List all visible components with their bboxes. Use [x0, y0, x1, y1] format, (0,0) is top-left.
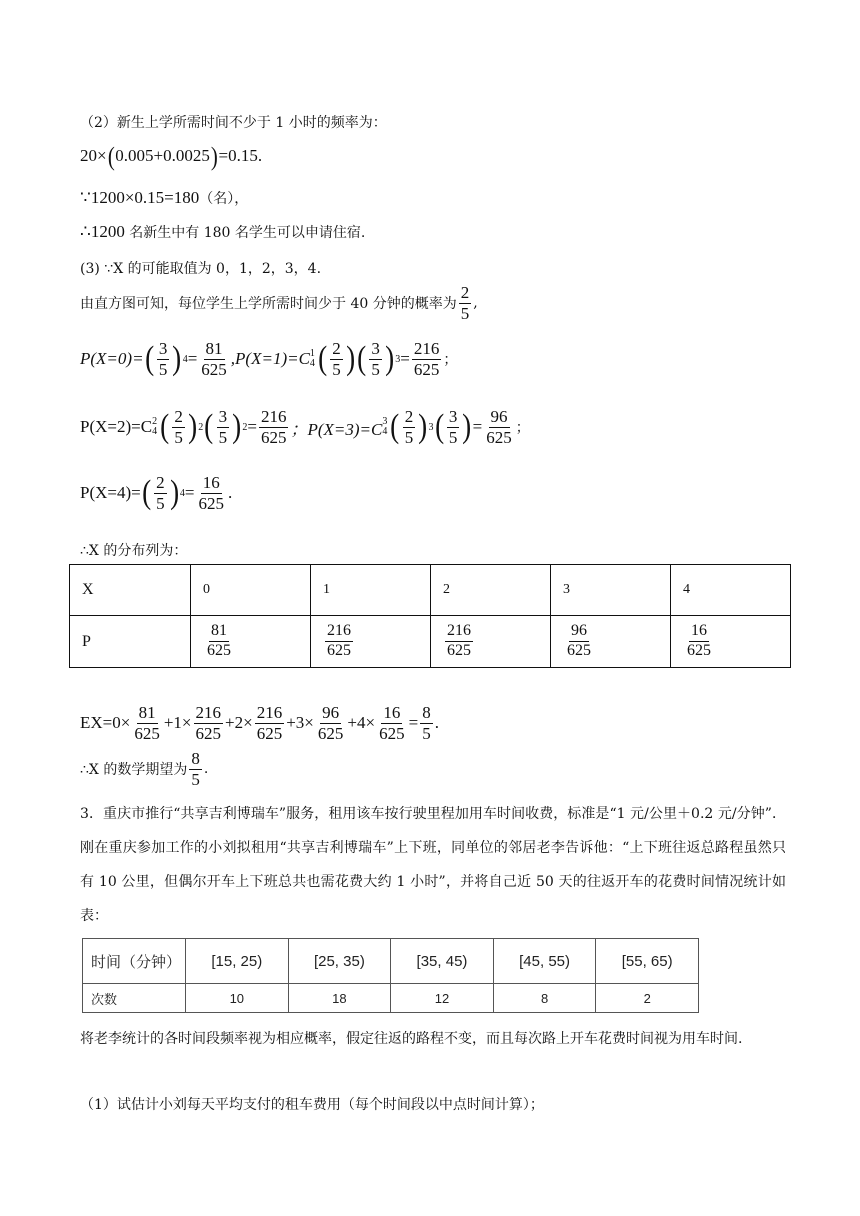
table-cell: 10 [186, 984, 289, 1013]
table-cell: $\frac{16}{625}$ [671, 616, 791, 668]
therefore-text: 名新生中有 180 名学生可以申请住宿. [124, 225, 366, 241]
table-cell: 3 [551, 565, 671, 616]
table-cell: $\frac{81}{625}$ [191, 616, 311, 668]
since-line [80, 188, 248, 208]
line2-text: 由直方图可知，每位学生上学所需时间少于 40 分钟的概率为 [80, 296, 457, 313]
table-cell: 18 [288, 984, 391, 1013]
table-cell: [15, 25) [186, 939, 289, 984]
expectation-conclusion: ∴X 的数学期望为 $\frac{8}{5}$ . [80, 749, 209, 789]
px0-lhs: P(X=0)= [80, 349, 144, 369]
px3-lhs: ；P(X=3)=C [290, 419, 383, 439]
distribution-table [69, 564, 791, 668]
table-cell: 2 [596, 984, 699, 1013]
table-cell: X [70, 565, 191, 616]
calc-inner: 0.005+0.0025 [115, 145, 210, 165]
px3-result: $\frac{96}{625}$ [486, 407, 512, 447]
table-cell: 时间（分钟） [83, 939, 186, 984]
expectation-line: EX=0× $\frac{81}{625}$ +1× $\frac{216}{625}$ +2× $\frac{216}{625}$ +3× $\frac{96}{625}$ +4× $\frac{16}{625}$ = $\frac{8}{5}$ . [80, 703, 439, 743]
part3-line1: (3) ∵X 的可能取值为 0，1，2，3，4. [80, 261, 322, 277]
calc-rhs: =0.15 [218, 145, 258, 165]
px4-lhs: P(X=4)= [80, 483, 141, 503]
part2-calculation: 20×(0.005+0.0025)=0.15. [80, 142, 263, 171]
calc-lhs: 20× [80, 145, 107, 165]
table-cell: $\frac{216}{625}$ [431, 616, 551, 668]
table-cell: 0 [191, 565, 311, 616]
table-cell: 2 [431, 565, 551, 616]
px1-result: $\frac{216}{625}$ [413, 339, 440, 379]
px0-result: $\frac{81}{625}$ [201, 339, 227, 379]
since-unit: （名）， [199, 191, 249, 207]
table-cell: [45, 55) [493, 939, 596, 984]
table-cell: [35, 45) [391, 939, 494, 984]
question3-sub1: （1）试估计小刘每天平均支付的租车费用（每个时间段以中点时间计算）； [80, 1097, 544, 1113]
distribution-intro: ∴X 的分布列为： [80, 543, 188, 559]
px2-lhs: P(X=2)=C [80, 417, 153, 437]
px4-line: P(X=4)= ( $\frac{2}{5}$ ) 4 = $\frac{16}{625}$ . [80, 473, 233, 513]
part3-line2: 由直方图可知，每位学生上学所需时间少于 40 分钟的概率为 $\frac{2}{5}$ , [80, 283, 478, 323]
table-row [70, 565, 791, 616]
px2-result: $\frac{216}{625}$ [260, 407, 287, 447]
commute-time-table [82, 938, 699, 1013]
table-cell: $\frac{96}{625}$ [551, 616, 671, 668]
px2-px3-line: P(X=2)=C 2 4 ( $\frac{2}{5}$ ) 2 ( $\frac{3}{5}$ ) 2 = $\frac{216}{625}$ ；P(X=3)=C 3 4 ( $\frac{2}{5}$ ) 3 ( $\frac{3}{5}$ ) = $\frac{96}{625}$ ； [80, 407, 530, 447]
px4-result: $\frac{16}{625}$ [198, 473, 224, 513]
table-cell: $\frac{216}{625}$ [311, 616, 431, 668]
table-cell: 次数 [83, 984, 186, 1013]
table-row [83, 984, 699, 1013]
part2-heading: （2）新生上学所需时间不少于 1 小时的频率为： [80, 115, 387, 131]
therefore-math: ∴1200 [80, 222, 125, 241]
table-cell: P [70, 616, 191, 668]
table-cell: 8 [493, 984, 596, 1013]
table-row [70, 616, 791, 668]
since-math: ∵1200×0.15=180 [80, 188, 200, 207]
question3-paragraph: 3．重庆市推行“共享吉利博瑞车”服务，租用该车按行驶里程加用车时间收费，标准是“1 元/公里＋0.2 元/分钟”．刚在重庆参加工作的小刘拟租用“共享吉利博瑞车”上下班，同单位的邻居老李告诉他：“上下班往返总路程虽然只有 10 公里，但偶尔开车上下班总共也需花费大约 1 小时”，并将自己近 50 天的往返开车的花费时间情况统计如表： [80, 806, 786, 924]
table-cell: [25, 35) [288, 939, 391, 984]
question3-assumption: 将老李统计的各时间段频率视为相应概率，假定往返的路程不变，而且每次路上开车花费时间视为用车时间. [80, 1031, 743, 1047]
table-cell: 4 [671, 565, 791, 616]
line2-fraction: $\frac{2}{5}$ [460, 283, 470, 323]
therefore-line [80, 222, 365, 242]
ex-lhs: EX=0× [80, 713, 131, 733]
table-cell: 1 [311, 565, 431, 616]
px0-px1-line: P(X=0)= ( $\frac{3}{5}$ ) 4 = $\frac{81}{625}$ ,P(X=1)=C 1 4 ( $\frac{2}{5}$ ) ( $\frac{3}{5}$ ) 3 = $\frac{216}{625}$ ； [80, 339, 458, 379]
px1-lhs: ,P(X=1)=C [230, 349, 310, 369]
table-cell: 12 [391, 984, 494, 1013]
table-row [83, 939, 699, 984]
calc-end: . [257, 145, 263, 165]
table-cell: [55, 65) [596, 939, 699, 984]
